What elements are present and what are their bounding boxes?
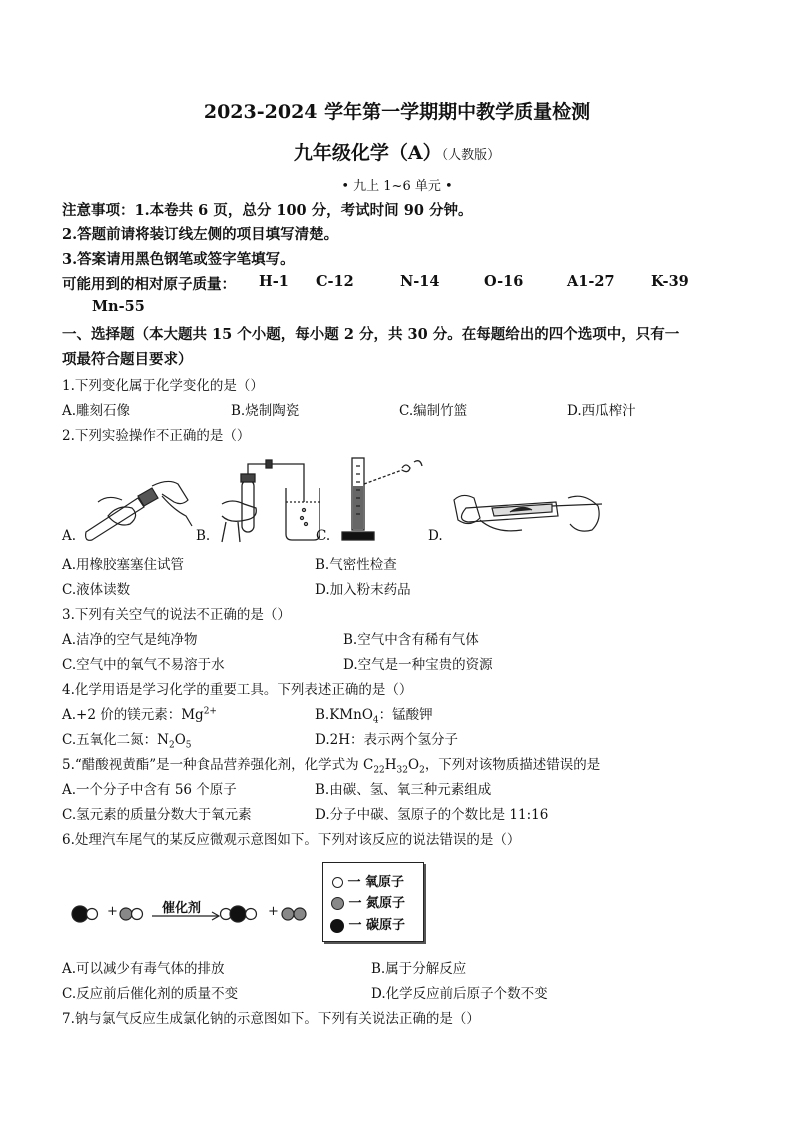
q5-stem-pre: 5.“醋酸视黄酯”是一种食品营养强化剂，化学式为 C xyxy=(62,757,374,773)
q7-stem: 7.钠与氯气反应生成氯化钠的示意图如下。下列有关说法正确的是（） xyxy=(62,1011,480,1027)
q4-b-sub: 4 xyxy=(372,715,379,726)
atomic-o: O-16 xyxy=(484,273,524,290)
q4-b-text: B.KMnO xyxy=(315,707,373,723)
q2-option-b: B.气密性检查 xyxy=(315,557,397,573)
q1-option-b: B.烧制陶瓷 xyxy=(231,403,300,419)
oxygen-atom-icon xyxy=(246,909,257,920)
q6-option-b: B.属于分解反应 xyxy=(371,961,467,977)
carbon-atom-icon xyxy=(72,906,88,922)
q4-c-sub2: 5 xyxy=(185,740,192,751)
atomic-mn: Mn-55 xyxy=(92,298,145,315)
q1-option-d: D.西瓜榨汁 xyxy=(567,403,636,419)
q2-image-label-c: C. xyxy=(316,528,331,544)
q2-image-b xyxy=(216,458,320,544)
atomic-k: K-39 xyxy=(651,273,689,290)
q2-image-c xyxy=(336,456,426,542)
q5-stem-post: ，下列对该物质描述错误的是 xyxy=(424,757,601,773)
carbon-legend-icon xyxy=(330,919,344,933)
q5-option-b: B.由碳、氢、氧三种元素组成 xyxy=(315,782,492,798)
carbon-atom-icon xyxy=(230,906,246,922)
q5-sub-2: 32 xyxy=(396,765,408,776)
q5-option-a: A.一个分子中含有 56 个原子 xyxy=(62,782,237,798)
q2-option-d: D.加入粉末药品 xyxy=(315,582,411,598)
q3-option-a: A.洁净的空气是纯净物 xyxy=(62,632,198,648)
q3-option-d: D.空气是一种宝贵的资源 xyxy=(343,657,493,673)
q4-option-b xyxy=(315,703,433,726)
q6-catalyst-label: 催化剂 xyxy=(162,901,202,916)
q5-sub-3: 2 xyxy=(419,765,425,776)
q2-option-c: C.液体读数 xyxy=(62,582,131,598)
oxygen-atom-icon xyxy=(87,909,98,920)
nitrogen-atom-icon xyxy=(294,908,306,920)
subtitle-main: 九年级化学（A） xyxy=(293,142,442,164)
subtitle-edition: （人教版） xyxy=(441,148,501,163)
note-2: 2.答题前请将装订线左侧的项目填写清楚。 xyxy=(62,226,339,243)
q2-image-label-b: B. xyxy=(196,528,211,544)
q5-o: O xyxy=(408,757,420,773)
q4-c-text: C.五氧化二氮：N xyxy=(62,732,169,748)
q2-stem: 2.下列实验操作不正确的是（） xyxy=(62,428,251,444)
q2-image-label-d: D. xyxy=(428,528,443,544)
atomic-c: C-12 xyxy=(316,273,354,290)
exam-subtitle xyxy=(0,138,794,165)
q6-option-a: A.可以减少有毒气体的排放 xyxy=(62,961,225,977)
oxygen-legend-icon xyxy=(332,877,343,888)
q4-option-d: D.2H：表示两个氢分子 xyxy=(315,732,458,748)
nitrogen-atom-icon xyxy=(282,908,294,920)
legend-carbon-label: 一 碳原子 xyxy=(348,918,406,933)
q4-option-c xyxy=(62,728,192,751)
nitrogen-legend-icon xyxy=(331,897,344,910)
legend-oxygen-label: 一 氧原子 xyxy=(347,875,405,890)
q6-option-c: C.反应前后催化剂的质量不变 xyxy=(62,986,239,1002)
q6-stem: 6.处理汽车尾气的某反应微观示意图如下。下列对该反应的说法错误的是（） xyxy=(62,832,521,848)
q5-stem xyxy=(62,753,600,776)
section-heading-line2: 项最符合题目要求） xyxy=(62,351,193,368)
q4-c-sub1: 2 xyxy=(168,740,175,751)
atomic-al: A1-27 xyxy=(567,273,615,290)
q1-stem: 1.下列变化属于化学变化的是（） xyxy=(62,378,264,394)
atomic-mass-label: 可能用到的相对原子质量： xyxy=(62,276,236,293)
exam-title: 2023-2024 学年第一学期期中教学质量检测 xyxy=(203,101,591,123)
q4-stem: 4.化学用语是学习化学的重要工具。下列表述正确的是（） xyxy=(62,682,413,698)
q5-option-d: D.分子中碳、氢原子的个数比是 11:16 xyxy=(315,807,549,823)
q6-plus-1: + xyxy=(107,904,118,919)
q4-a-sup: 2+ xyxy=(203,706,217,717)
q4-option-a xyxy=(62,703,217,723)
q6-legend xyxy=(322,862,424,942)
q3-stem: 3.下列有关空气的说法不正确的是（） xyxy=(62,607,291,623)
legend-oxygen xyxy=(332,871,404,890)
oxygen-atom-icon xyxy=(132,909,143,920)
q5-sub-1: 22 xyxy=(373,765,385,776)
q6-plus-2: + xyxy=(268,904,279,919)
q1-option-c: C.编制竹篮 xyxy=(399,403,468,419)
q3-option-c: C.空气中的氧气不易溶于水 xyxy=(62,657,225,673)
q2-image-label-a: A. xyxy=(62,528,77,544)
q3-option-b: B.空气中含有稀有气体 xyxy=(343,632,479,648)
atomic-h: H-1 xyxy=(259,273,289,290)
q4-b-post: ：锰酸钾 xyxy=(378,707,433,723)
q4-a-text: A.+2 价的镁元素：Mg xyxy=(62,707,204,723)
exam-scope: • 九上 1~6 单元 • xyxy=(341,179,453,194)
q5-h: H xyxy=(384,757,397,773)
legend-carbon xyxy=(330,914,405,933)
note-1: 注意事项：1.本卷共 6 页，总分 100 分，考试时间 90 分钟。 xyxy=(62,202,473,219)
q2-image-a xyxy=(78,476,196,544)
nitrogen-atom-icon xyxy=(120,908,132,920)
q4-c-mid: O xyxy=(174,732,186,748)
note-3: 3.答案请用黑色钢笔或签字笔填写。 xyxy=(62,251,295,268)
section-heading-line1: 一、选择题（本大题共 15 个小题，每小题 2 分，共 30 分。在每题给出的四个选项中，只有一 xyxy=(62,326,680,343)
q1-option-a: A.雕刻石像 xyxy=(62,403,131,419)
q5-option-c: C.氢元素的质量分数大于氧元素 xyxy=(62,807,252,823)
legend-nitrogen xyxy=(331,892,405,911)
q2-option-a: A.用橡胶塞塞住试管 xyxy=(62,557,185,573)
atomic-n: N-14 xyxy=(400,273,440,290)
q2-image-d xyxy=(452,486,608,542)
legend-nitrogen-label: 一 氮原子 xyxy=(348,896,406,911)
q6-option-d: D.化学反应前后原子个数不变 xyxy=(371,986,548,1002)
